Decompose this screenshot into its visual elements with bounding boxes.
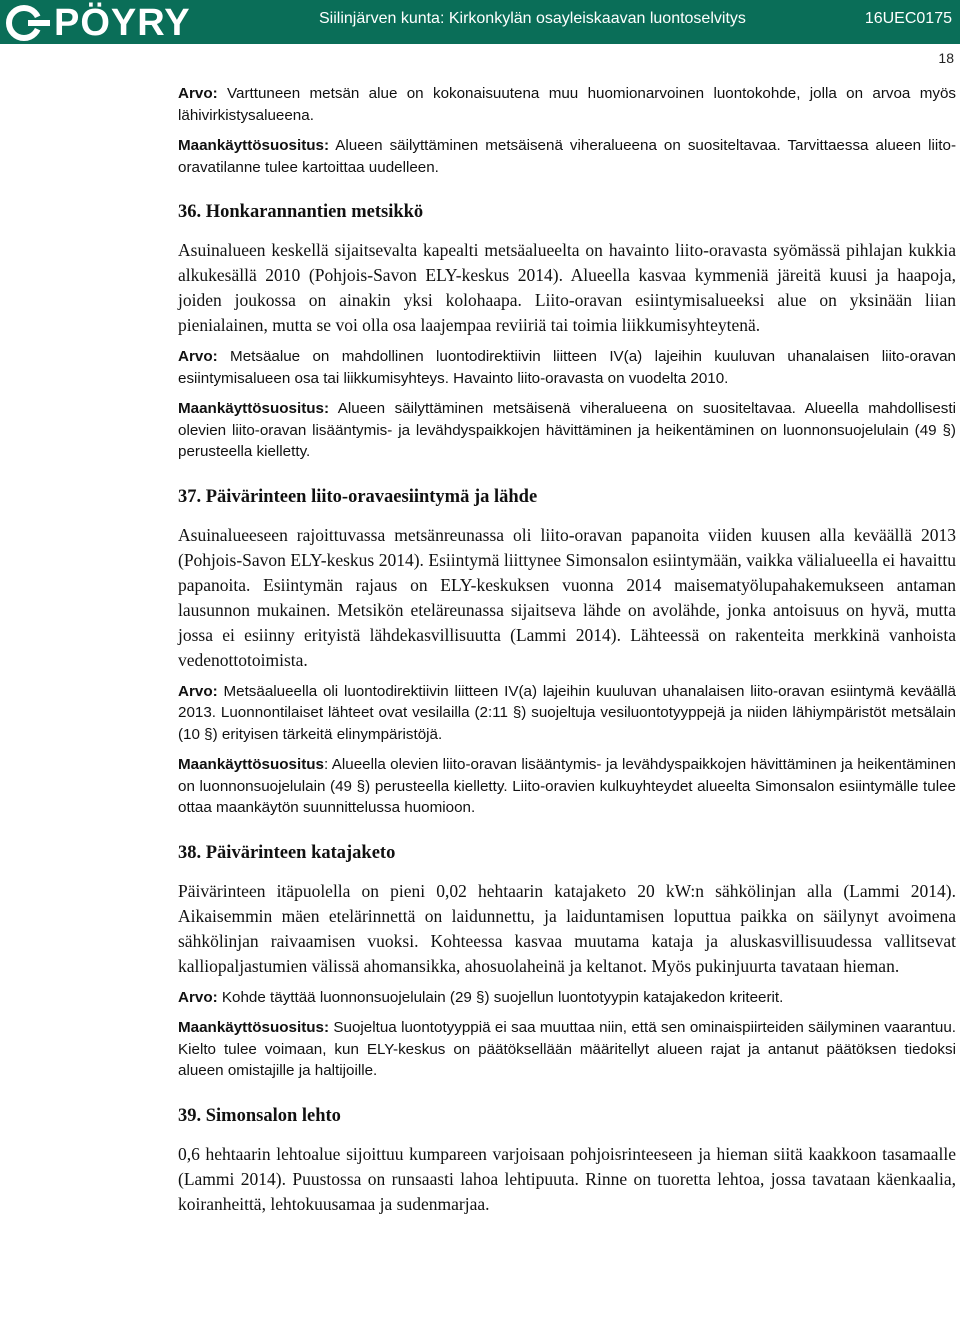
- section-heading: 38. Päivärinteen katajaketo: [178, 842, 396, 863]
- maankaytto-text: Alueen säilyttäminen metsäisenä viheralueena on suositeltavaa. Tarvittaessa alueen liito-oravatilanne tulee kartoittaa uudelleen.: [178, 137, 956, 176]
- section-maankaytto: [178, 754, 956, 819]
- section-heading: 36. Honkarannantien metsikkö: [178, 202, 424, 222]
- section-body: 0,6 hehtaarin lehtoalue sijoittuu kumpareen varjoisaan pohjoisrinteeseen ja hieman siitä kaakkoon tasamaalle (Lammi 2014). Puustossa on runsaasti lahoa lehtipuuta. Rinne on tuoretta lehtoa, jossa tavataan käenkaalia, koiranheittä, lehtokuusamaa ja sudenmarjaa.: [178, 1143, 956, 1214]
- section-arvo: [178, 987, 956, 1009]
- arvo-text: Metsäalueella oli luontodirektiivin liitteen IV(a) lajeihin kuuluvan uhanalaisen liito-oravan esiintymä keväällä 2013. Luonnontilaiset lähteet ovat vesilailla (2:11 §) suojeltuja vesiluontotyyppejä ja niiden lähiympäristöt metsälain (10 §) erityisen tärkeitä elinympäristöjä.: [178, 682, 956, 743]
- arvo-text: Varttuneen metsän alue on kokonaisuutena muu huomionarvoinen luontokohde, jolla on arvoa myös lähivirkistysalueena.: [178, 85, 956, 124]
- section-36: [178, 200, 956, 463]
- arvo-label: Arvo:: [178, 85, 218, 102]
- page-content: [178, 83, 956, 1225]
- intro-maankaytto: [178, 135, 956, 178]
- maankaytto-label: Maankäyttösuositus:: [178, 1019, 330, 1036]
- section-arvo: [178, 681, 956, 746]
- arvo-label: Arvo:: [178, 988, 218, 1006]
- arvo-label: Arvo:: [178, 348, 218, 365]
- page-number: 18: [938, 50, 954, 66]
- maankaytto-label: Maankäyttösuositus:: [178, 137, 330, 154]
- logo-text: PÖYRY: [54, 2, 191, 44]
- section-arvo: [178, 346, 956, 389]
- section-37: [178, 485, 956, 819]
- document-title: Siilinjärven kunta: Kirkonkylän osayleiskaavan luontoselvitys: [319, 10, 746, 27]
- maankaytto-label: Maankäyttösuositus:: [178, 400, 330, 417]
- maankaytto-text: Suojeltua luontotyyppiä ei saa muuttaa niin, että sen ominaispiirteiden säilyminen vaarantuu. Kielto tulee voimaan, kun ELY-keskus on päätöksellään määritellyt alueen rajat ja antanut päätöksen tiedoksi alueen omistajille ja haltijoille.: [178, 1019, 956, 1079]
- project-code: 16UEC0175: [864, 10, 952, 27]
- arvo-text: Kohde täyttää luonnonsuojelulain (29 §) suojellun luontotyypin katajakedon kriteerit.: [217, 988, 784, 1006]
- poyry-logo-mark-icon: [6, 5, 52, 41]
- section-maankaytto: [178, 398, 956, 463]
- maankaytto-text: Alueen säilyttäminen metsäisenä viheralueena on suositeltavaa. Alueella mahdollisesti olevien liito-oravan lisääntymis- ja levähdyspaikkojen hävittäminen ja heikentäminen on luonnonsuojelulain (49 §) perusteella kielletty.: [178, 400, 956, 460]
- section-38: [178, 841, 956, 1082]
- poyry-logo: [6, 2, 191, 44]
- section-heading: 37. Päivärinteen liito-oravaesiintymä ja lähde: [178, 486, 538, 507]
- intro-arvo: [178, 83, 956, 126]
- section-body: Päivärinteen itäpuolella on pieni 0,02 hehtaarin katajaketo 20 kW:n sähkölinjan alla (Lammi 2014). Aikaisemmin mäen etelärinnettä on laidunnettu, ja laiduntamisen loputtua paikka on säilynyt avoimena sähkölinjan raivaamisen vuoksi. Kohteessa kasvaa muutama kataja ja aluskasvillisuudessa vallitsevat kalliopaljastumien välissä ahomansikka, ahosuolaheinä ja keltanot. Myös pukinjuurta tavataan hieman.: [178, 880, 956, 976]
- section-body: Asuinalueeseen rajoittuvassa metsänreunassa oli liito-oravan papanoita viiden kuusen alla keväällä 2013 (Pohjois-Savon ELY-keskus 2014). Esiintymä liittynee Simonsalon esiintymään, vaikka välialueella ei havaittu papanoita. Esiintymän rajaus on ELY-keskuksen vuonna 2014 maisematyölupahakemukseen antaman lausunnon mukainen. Metsikön eteläreunassa sijaitseva lähde on avolähde, jonka antoisuus on hyvä, mutta jossa ei esiinny erityistä lähdekasvillisuutta (Lammi 2014). Lähteessä on rakenteita merkkinä vanhoista vedenottotoimista.: [178, 524, 956, 670]
- section-heading: 39. Simonsalon lehto: [178, 1105, 341, 1126]
- arvo-label: Arvo:: [178, 682, 218, 700]
- maankaytto-text: : Alueella olevien liito-oravan lisääntymis- ja levähdyspaikkojen hävittäminen ja heikentäminen on luonnonsuojelulain (49 §) perusteella kielletty. Liito-oravien kulkuyhteydet alueelta Simonsalon esiintymälle tulee ottaa maankäytön suunnittelussa huomioon.: [178, 756, 956, 816]
- page-header: [0, 0, 960, 44]
- section-body: Asuinalueen keskellä sijaitsevalta kapealti metsäalueelta on havainto liito-oravasta syömässä pihlajan kukkia alkukesällä 2010 (Pohjois-Savon ELY-keskus 2014). Alueella kasvaa kymmeniä järeitä kuusi ja haapoja, joiden joukossa on ainakin yksi kolohaapa. Liito-oravan esiintymisalueeksi alue on yksinään liian pienialainen, mutta se voi olla osa laajempaa reviiriä tai toimia liikkumisyhteytenä.: [178, 240, 956, 335]
- arvo-text: Metsäalue on mahdollinen luontodirektiivin liitteen IV(a) lajeihin kuuluvan uhanalaisen liito-oravan esiintymisalueen osa tai liikkumisyhteys. Havainto liito-oravasta on vuodelta 2010.: [178, 348, 956, 387]
- section-maankaytto: [178, 1017, 956, 1082]
- maankaytto-label: Maankäyttösuositus: [178, 756, 325, 773]
- section-39: [178, 1104, 956, 1217]
